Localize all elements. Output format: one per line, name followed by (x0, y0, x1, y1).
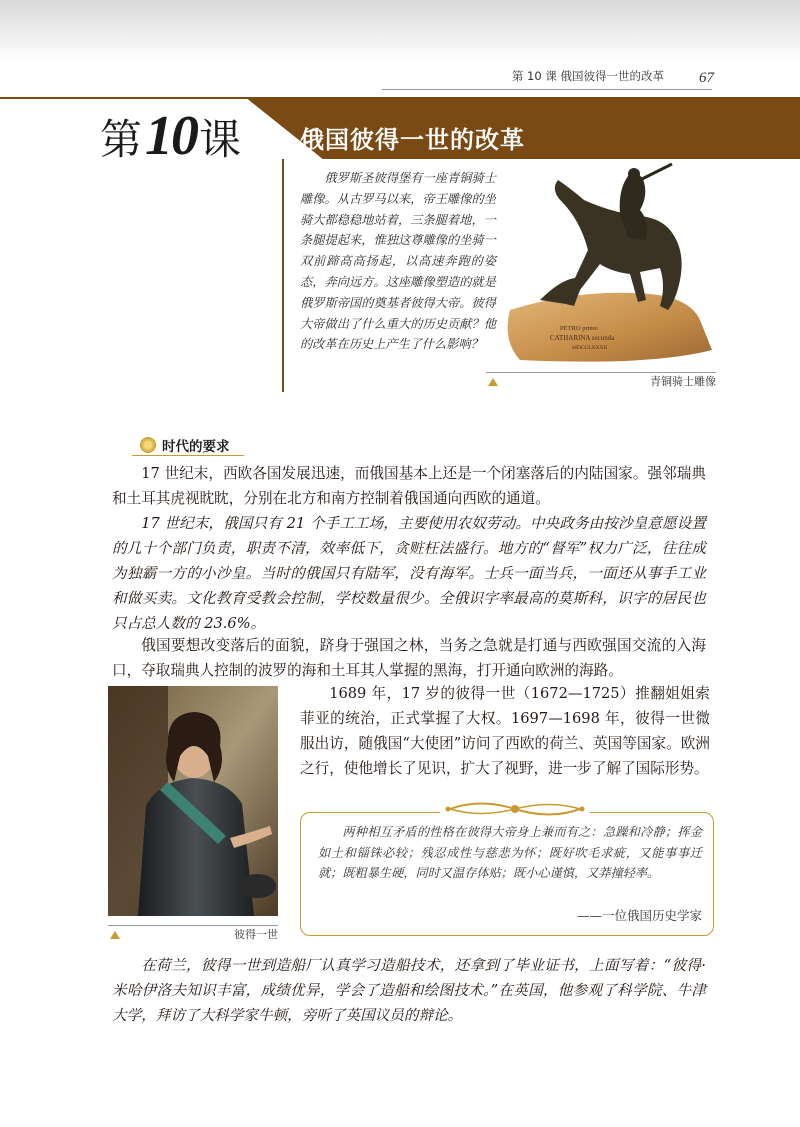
bronze-horseman-statue-image (500, 160, 716, 366)
quote-source: ——一位俄国历史学家 (576, 908, 702, 923)
ornament-icon (140, 437, 156, 453)
paragraph-1: 17 世纪末，西欧各国发展迅速，而俄国基本上还是一个闭塞落后的内陆国家。强邻瑞典和土耳其虎视眈眈，分别在北方和南方控制着俄国通向西欧的通道。 (112, 465, 706, 507)
header-band (0, 0, 800, 62)
lesson-number (100, 104, 242, 168)
paragraph-2: 17 世纪末，俄国只有 21 个手工工场，主要使用农奴劳动。中央政务由按沙皇意愿设置的几十个部门负责，职责不清，效率低下，贪赃枉法盛行。地方的“督军”权力广泛，往往成为独霸一方的小沙皇。当时的俄国只有陆军，没有海军。士兵一面当兵，一面还从事手工业和做买卖。文化教育受教会控制，学校数量很少。全俄识字率最高的莫斯科，识字的居民也只占总人数的 23.6%。 (112, 515, 706, 632)
lesson-num: 10 (145, 105, 198, 167)
statue-inscription-line2: CATHARINA secunda (550, 334, 615, 342)
section-underline (132, 455, 244, 456)
statue-caption (486, 372, 716, 392)
quote-text: 两种相互矛盾的性格在彼得大帝身上兼而有之：急躁和冷静；挥金如土和锱铢必较；残忍成性与慈悲为怀；既好吹毛求疵，又能事事迁就；既粗暴生硬，同时又温存体贴；既小心谨慎，又莽撞轻率。 (318, 825, 702, 880)
paragraph-4: 1689 年，17 岁的彼得一世（1672—1725）推翻姐姐索菲亚的统治，正式掌握了大权。1697—1698 年，彼得一世微服出访，随俄国“大使团”访问了西欧的荷兰、英国等国家。欧洲之行，使他增长了见识，扩大了视野，进一步了解了国际形势。 (300, 685, 710, 777)
portrait-caption (108, 925, 278, 943)
paragraph-3: 俄国要想改变落后的面貌，跻身于强国之林，当务之急就是打通与西欧强国交流的入海口，夺取瑞典人控制的波罗的海和土耳其人掌握的黑海，打开通向欧洲的海路。 (112, 637, 706, 679)
running-head (382, 68, 712, 90)
lesson-prefix: 第 (100, 115, 144, 164)
paragraph-5: 在荷兰，彼得一世到造船厂认真学习造船技术，还拿到了毕业证书，上面写着：“彼得·米哈伊洛夫知识丰富，成绩优异，学会了造船和绘图技术。”在英国，他参观了科学院、牛津大学，拜访了大科学家牛顿，旁听了英国议员的辩论。 (112, 957, 706, 1024)
lesson-title: 俄国彼得一世的改革 (300, 126, 525, 154)
page-number: 67 (699, 70, 714, 86)
statue-caption-text: 青铜骑士雕像 (650, 375, 716, 388)
lesson-suffix: 课 (199, 115, 243, 164)
statue-inscription-line3: MDCCLXXXII (572, 345, 608, 351)
portrait-caption-text: 彼得一世 (234, 928, 278, 941)
title-rule (0, 97, 270, 99)
statue-inscription-line1: PETRO primo (560, 325, 598, 332)
running-head-text: 第 10 课 俄国彼得一世的改革 (511, 69, 664, 83)
intro-text: 俄罗斯圣彼得堡有一座青铜骑士雕像。从古罗马以来，帝王雕像的坐骑大都稳稳地站着，三条腿着地，一条腿提起来，惟独这尊雕像的坐骑一双前蹄高高扬起，以高速奔跑的姿态，奔向远方。这座雕像塑造的就是俄罗斯帝国的奠基者彼得大帝。彼得大帝做出了什么重大的历史贡献？他的改革在历史上产生了什么影响？ (300, 171, 496, 352)
ornament-flourish-icon (440, 796, 590, 820)
peter-the-great-portrait-image (108, 686, 278, 916)
section-heading-label: 时代的要求 (162, 439, 230, 455)
section-heading (140, 435, 240, 455)
